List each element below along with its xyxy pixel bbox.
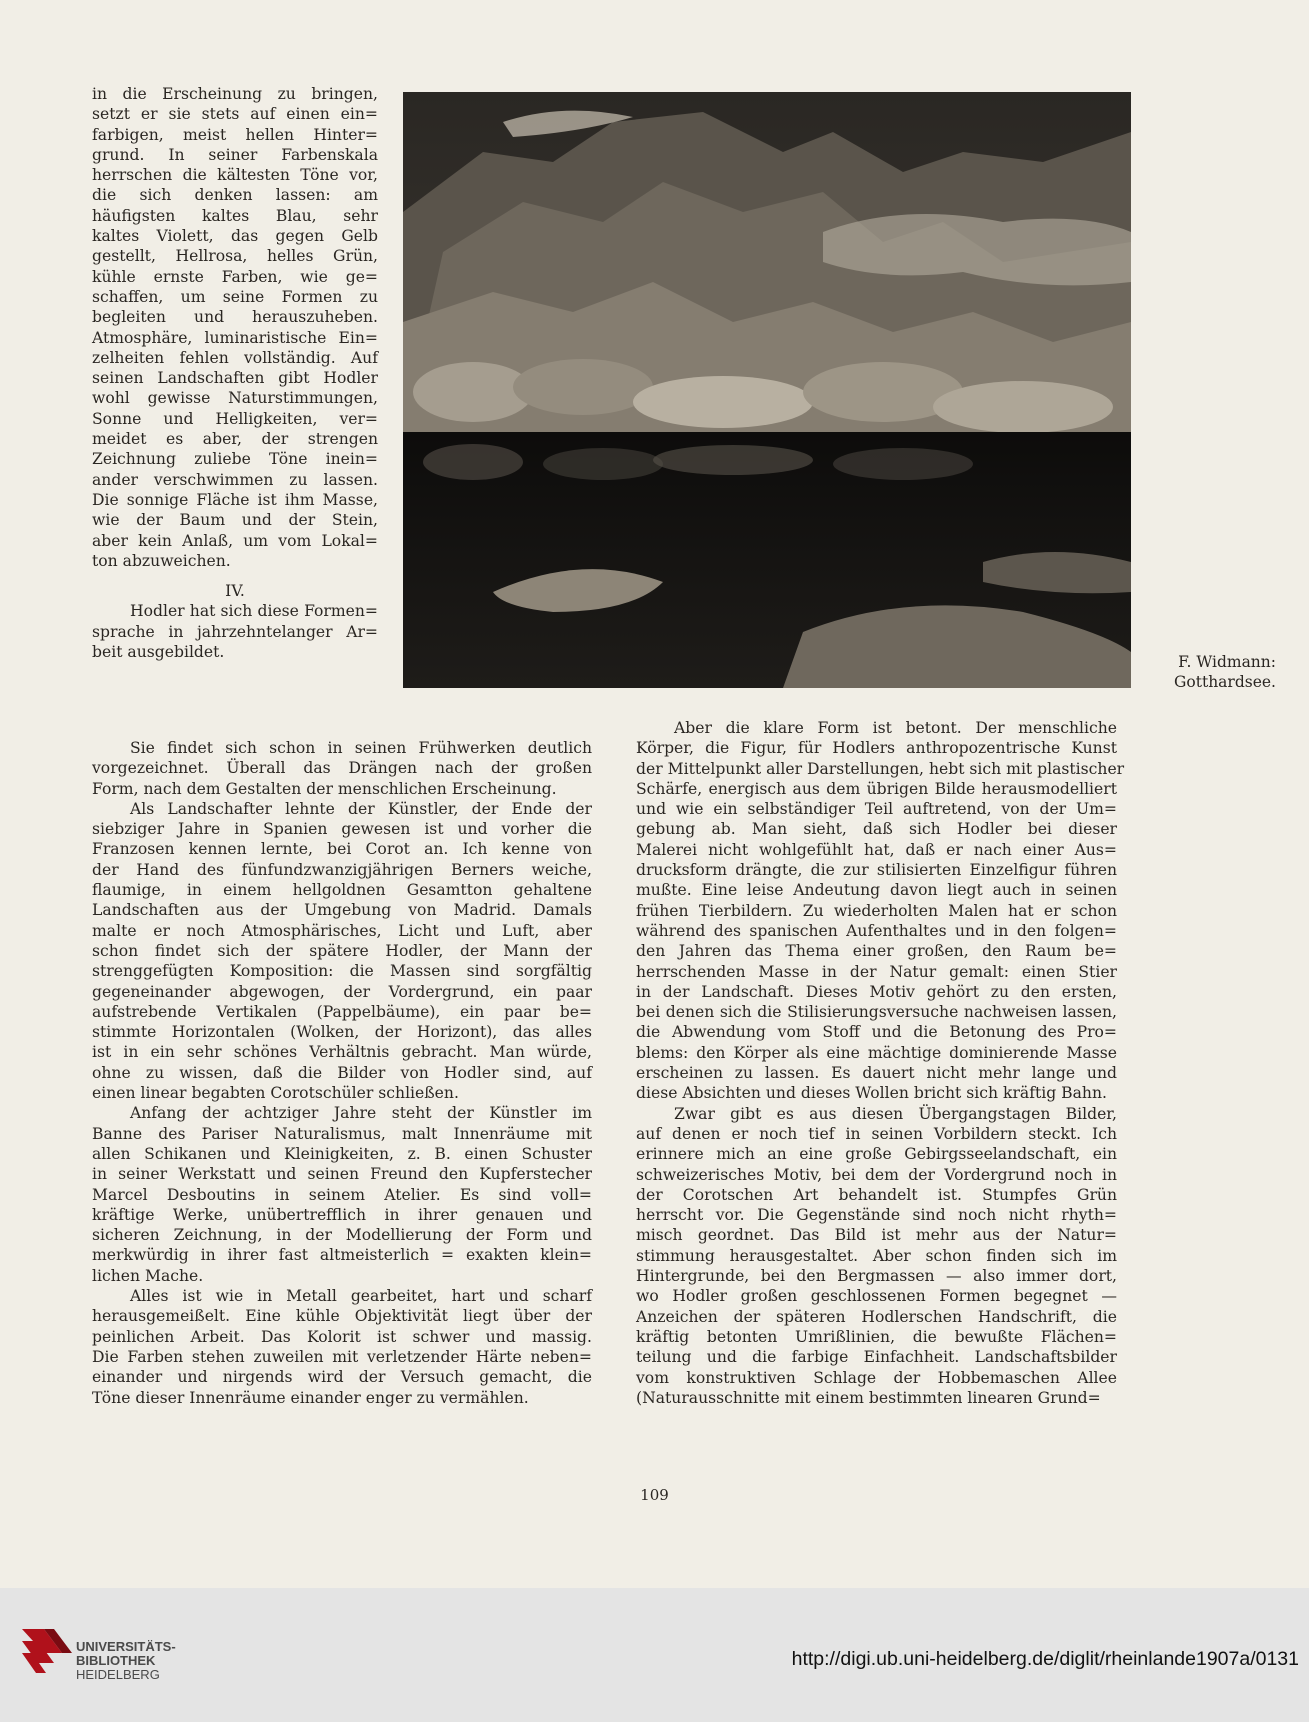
text-line: lichen Mache. [92, 1266, 204, 1285]
text-line: herrschenden Masse in der Natur gemalt: einen Stier [636, 962, 1117, 981]
text-line: beit ausgebildet. [92, 643, 225, 662]
text-line: vom konstruktiven Schlage der Hobbemaschen Allee [636, 1368, 1117, 1387]
page-number: 109 [640, 1486, 669, 1504]
text-line: flaumige, in einem hellgoldnen Gesamtton gehaltene [92, 881, 592, 900]
text-line: Als Landschafter lehnte der Künstler, der Ende der [130, 799, 592, 818]
text-line: kaltes Violett, das gegen Gelb [92, 227, 378, 246]
text-line: gegeneinander abgewogen, der Vordergrund, ein paar [92, 982, 592, 1001]
footer-bar [0, 1588, 1309, 1722]
text-line: vorgezeichnet. Überall das Drängen nach der großen [92, 759, 592, 778]
institution-name [76, 1640, 176, 1682]
paragraph [92, 738, 592, 799]
section-heading: IV. [225, 582, 245, 601]
text-line: Franzosen kennen lernte, bei Corot an. Ich kenne von [92, 840, 592, 859]
text-line: Sie findet sich schon in seinen Frühwerken deutlich [130, 739, 592, 757]
text-line: blems: den Körper als eine mächtige dominierende Masse [636, 1043, 1117, 1062]
figure-caption [1136, 652, 1276, 692]
text-line: misch geordnet. Das Bild ist mehr aus der Natur= [636, 1226, 1117, 1245]
text-line: Zeichnung zuliebe Töne inein= [92, 450, 378, 469]
text-line: Atmosphäre, luminaristische Ein= [92, 328, 378, 347]
paragraph [92, 1286, 592, 1408]
text-line: herausgemeißelt. Eine kühle Objektivität liegt über der [92, 1307, 592, 1326]
text-line: erinnere mich an eine große Gebirgsseelandschaft, ein [636, 1145, 1117, 1164]
text-line: zelheiten fehlen vollständig. Auf [92, 348, 378, 367]
text-line: siebziger Jahre in Spanien gewesen ist und vorher die [92, 820, 592, 839]
text-line: bei denen sich die Stilisierungsversuche nachweisen lassen, [636, 1003, 1117, 1022]
paragraph [636, 718, 1125, 1104]
text-line: allen Schikanen und Kleinigkeiten, z. B. einen Schuster [92, 1144, 592, 1163]
text-line: der Corotschen Art behandelt ist. Stumpfes Grün [636, 1185, 1117, 1204]
text-line: setzt er sie stets auf einen ein= [92, 105, 378, 124]
text-line: peinlichen Arbeit. Das Kolorit ist schwer und massig. [92, 1327, 592, 1346]
text-line: Banne des Pariser Naturalismus, malt Innenräume mit [92, 1124, 592, 1143]
paragraph [92, 84, 378, 571]
text-line: Die sonnige Fläche ist ihm Masse, [92, 490, 378, 509]
text-line: Hodler hat sich diese Formen= [130, 602, 378, 621]
text-line: und wie ein selbständiger Teil auftretend, von der Um= [636, 800, 1117, 819]
text-line: gebung ab. Man sieht, daß sich Hodler bei dieser [636, 820, 1117, 839]
text-line: Körper, die Figur, für Hodlers anthropozentrische Kunst [636, 739, 1117, 758]
text-line: auf denen er noch tief in seinen Vorbildern steckt. Ich [636, 1124, 1117, 1143]
text-line: schon findet sich der spätere Hodler, der Mann der [92, 941, 592, 960]
left-text-column [92, 738, 592, 1408]
text-line: den Jahren das Thema einer großen, den Raum be= [636, 942, 1117, 961]
text-line: Landschaften aus der Umgebung von Madrid. Damals [92, 901, 592, 920]
text-line: Anzeichen der späteren Hodlerschen Handschrift, die [636, 1307, 1117, 1326]
text-line: in seiner Werkstatt und seinen Freund den Kupferstecher [92, 1165, 592, 1184]
caption-title: Gotthardsee. [1174, 673, 1276, 691]
text-line: die Abwendung vom Stoff und die Betonung des Pro= [636, 1023, 1117, 1042]
text-line: (Naturausschnitte mit einem bestimmten linearen Grund= [636, 1388, 1101, 1407]
text-line: herrschen die kältesten Töne vor, [92, 166, 378, 185]
text-line: Schärfe, energisch aus dem übrigen Bilde herausmodelliert [636, 779, 1117, 798]
text-line: wohl gewisse Naturstimmungen, [92, 389, 378, 408]
text-line: teilung und die farbige Einfachheit. Landschaftsbilder [636, 1348, 1117, 1367]
narrow-text-column [92, 84, 378, 662]
text-line: meidet es aber, der strengen [92, 430, 378, 449]
text-line: merkwürdig in ihrer fast altmeisterlich = exakten klein= [92, 1246, 592, 1265]
text-line: kräftig betonten Umrißlinien, die bewußte Flächen= [636, 1327, 1117, 1346]
right-text-column [636, 718, 1125, 1408]
text-line: Alles ist wie in Metall gearbeitet, hart und scharf [130, 1287, 592, 1306]
text-line: diese Absichten und dieses Wollen bricht sich kräftig Bahn. [636, 1084, 1107, 1103]
text-line: grund. In seiner Farbenskala [92, 145, 378, 164]
text-line: herrscht vor. Die Gegenstände sind noch nicht rhyth= [636, 1206, 1117, 1225]
text-line: ohne zu wissen, daß die Bilder von Hodler sind, auf [92, 1063, 592, 1082]
text-line: frühen Tierbildern. Zu wiederholten Malen hat er schon [636, 901, 1117, 920]
text-line: begleiten und herauszuheben. [92, 308, 378, 327]
text-line: strenggefügten Komposition: die Massen sind sorgfältig [92, 962, 592, 981]
text-line: sicheren Zeichnung, in der Modellierung der Form und [92, 1226, 592, 1245]
text-line: Hintergrunde, bei den Bergmassen — also immer dort, [636, 1267, 1117, 1286]
text-line: sprache in jahrzehntelanger Ar= [92, 622, 378, 641]
text-line: in die Erscheinung zu bringen, [92, 85, 378, 103]
painting-gotthardsee [403, 92, 1131, 688]
text-line: der Hand des fünfundzwanzigjährigen Berners weiche, [92, 860, 592, 879]
institution-line-1: UNIVERSITÄTS- [76, 1639, 176, 1654]
source-url[interactable]: http://digi.ub.uni-heidelberg.de/diglit/rheinlande1907a/0131 [791, 1648, 1299, 1670]
paragraph [92, 601, 378, 662]
text-line: die sich denken lassen: am [92, 186, 378, 205]
text-line: drucksform drängte, die zur stilisierten Einzelfigur führen [636, 861, 1117, 880]
text-line: mußte. Eine leise Andeutung davon liegt auch in seinen [636, 881, 1117, 900]
text-line: in der Landschaft. Dieses Motiv gehört zu den ersten, [636, 982, 1117, 1001]
text-line: ist in ein sehr schönes Verhältnis gebracht. Man würde, [92, 1043, 592, 1062]
caption-artist: F. Widmann: [1178, 653, 1276, 671]
text-line: Aber die klare Form ist betont. Der menschliche [674, 719, 1117, 737]
text-line: wo Hodler großen geschlossenen Formen begegnet — [636, 1287, 1117, 1306]
text-line: Form, nach dem Gestalten der menschlichen Erscheinung. [92, 779, 557, 798]
text-line: gestellt, Hellrosa, helles Grün, [92, 247, 378, 266]
text-line: schaffen, um seine Formen zu [92, 287, 378, 306]
text-line: Anfang der achtziger Jahre steht der Künstler im [130, 1104, 592, 1123]
painting-image [403, 92, 1131, 688]
text-line: häufigsten kaltes Blau, sehr [92, 206, 378, 225]
institution-line-2: BIBLIOTHEK [76, 1653, 156, 1668]
paragraph [636, 1104, 1117, 1408]
text-line: ton abzuweichen. [92, 551, 231, 570]
text-line: einander und nirgends wird der Versuch gemacht, die [92, 1368, 592, 1387]
text-line: malte er noch Atmosphärisches, Licht und Luft, aber [92, 921, 592, 940]
text-line: Sonne und Helligkeiten, ver= [92, 409, 378, 428]
text-line: Malerei nicht wohlgefühlt hat, daß er nach einer Aus= [636, 840, 1117, 859]
paragraph [92, 1103, 592, 1286]
text-line: Töne dieser Innenräume einander enger zu vermählen. [92, 1388, 529, 1407]
text-line: erscheinen zu lassen. Es dauert nicht mehr lange und [636, 1064, 1117, 1083]
paragraph [92, 799, 592, 1103]
text-line: aufstrebende Vertikalen (Pappelbäume), ein paar be= [92, 1002, 592, 1021]
text-line: seinen Landschaften gibt Hodler [92, 369, 378, 388]
text-line: aber kein Anlaß, um vom Lokal= [92, 531, 378, 550]
text-line: Zwar gibt es aus diesen Übergangstagen Bilder, [674, 1104, 1117, 1123]
university-library-logo-icon [14, 1623, 72, 1689]
text-line: farbigen, meist hellen Hinter= [92, 125, 378, 144]
text-line: Marcel Desboutins in seinem Atelier. Es sind voll= [92, 1185, 592, 1204]
text-line: ander verschwimmen zu lassen. [92, 470, 378, 489]
text-line: kühle ernste Farben, wie ge= [92, 267, 378, 286]
text-line: Die Farben stehen zuweilen mit verletzender Härte neben= [92, 1347, 592, 1366]
text-line: schweizerisches Motiv, bei dem der Vordergrund noch in [636, 1165, 1117, 1184]
text-line: einen linear begabten Corotschüler schließen. [92, 1084, 459, 1103]
text-line: während des spanischen Aufenthaltes und in den folgen= [636, 921, 1117, 940]
text-line: kräftige Werke, unübertrefflich in ihrer genauen und [92, 1205, 592, 1224]
text-line: stimmte Horizontalen (Wolken, der Horizont), das alles [92, 1023, 592, 1042]
text-line: der Mittelpunkt aller Darstellungen, hebt sich mit plastischer [636, 759, 1125, 778]
institution-line-3: HEIDELBERG [76, 1667, 160, 1682]
text-line: stimmung herausgestaltet. Aber schon finden sich im [636, 1246, 1117, 1265]
text-line: wie der Baum und der Stein, [92, 511, 378, 530]
